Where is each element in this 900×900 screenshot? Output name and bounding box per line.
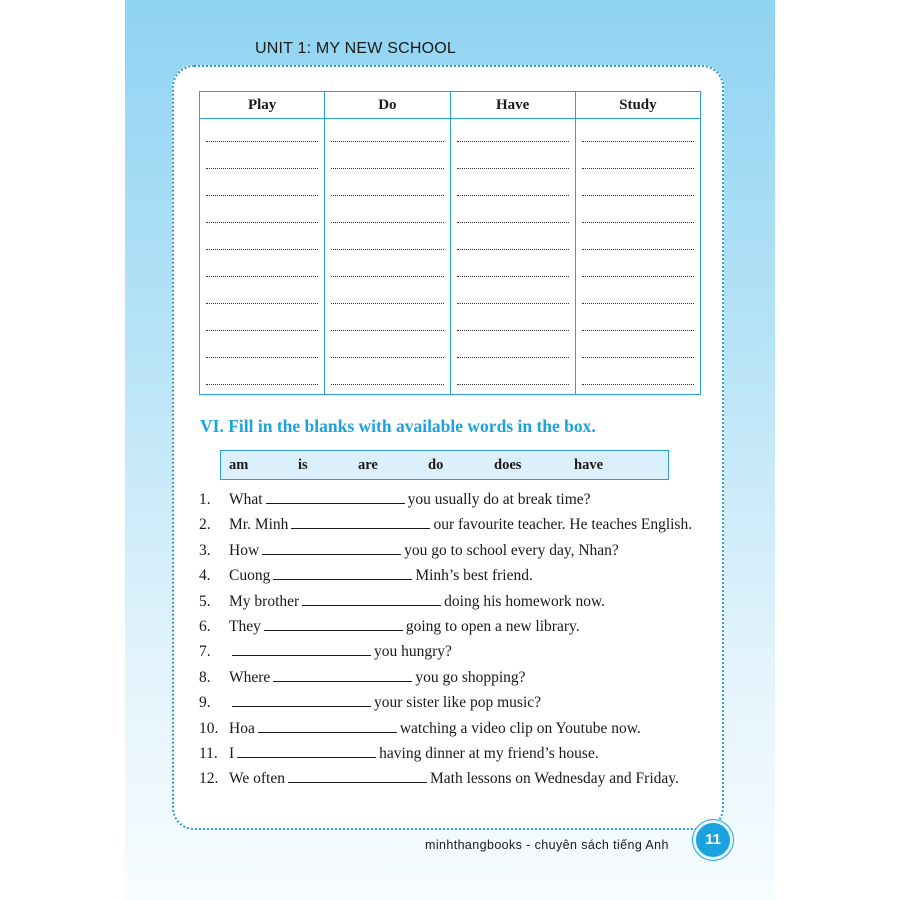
dotted-line (206, 223, 318, 250)
word-item: have (574, 457, 603, 473)
question-text-after: Minh’s best friend. (415, 567, 533, 585)
column-header-study: Study (575, 92, 700, 119)
dotted-line (206, 119, 318, 142)
answer-blank[interactable] (237, 746, 376, 758)
dotted-line (457, 358, 569, 385)
question-text-after: doing his homework now. (444, 592, 606, 610)
dotted-line (582, 169, 694, 196)
question-text-before: Mr. Minh (229, 516, 289, 534)
question-text-before: They (229, 618, 261, 635)
column-blanks-study[interactable] (575, 119, 700, 395)
question-row (199, 770, 679, 788)
page-number-badge: 11 (693, 820, 733, 860)
question-text-before: How (229, 541, 260, 559)
dotted-line (331, 331, 443, 358)
dotted-line (457, 119, 569, 142)
dotted-line (206, 277, 318, 304)
dotted-line (457, 196, 569, 223)
question-number: 3. (199, 541, 211, 559)
dotted-line (582, 223, 694, 250)
question-text-before: Hoa (229, 719, 255, 737)
dotted-line (582, 331, 694, 358)
question-text-after: watching a video clip on Youtube now. (399, 719, 641, 737)
dotted-line (331, 119, 443, 142)
question-row (199, 745, 599, 763)
dotted-line (206, 331, 318, 358)
column-blanks-have[interactable] (450, 119, 575, 395)
dotted-line (582, 196, 694, 223)
question-number: 12. (199, 770, 219, 788)
dotted-line (331, 169, 443, 196)
answer-blank[interactable] (262, 543, 401, 555)
dotted-line (331, 223, 443, 250)
dotted-line (206, 250, 318, 277)
dotted-line (582, 358, 694, 385)
dotted-line (331, 304, 443, 331)
question-row (199, 694, 541, 712)
dotted-line (582, 304, 694, 331)
answer-blank[interactable] (288, 771, 427, 783)
answer-blank[interactable] (264, 619, 403, 631)
column-blanks-do[interactable] (325, 119, 450, 395)
answer-blank[interactable] (273, 568, 412, 580)
word-item: does (494, 457, 522, 473)
verb-table (199, 91, 701, 395)
dotted-line (457, 304, 569, 331)
dotted-line (582, 142, 694, 169)
question-text-before: Cuong (229, 567, 271, 585)
question-text-before: We often (229, 770, 285, 788)
dotted-line (331, 250, 443, 277)
question-text-before: My brother (229, 592, 300, 610)
question-text-after: Math lessons on Wednesday and Friday. (430, 770, 679, 788)
question-row (199, 720, 641, 738)
question-row (199, 593, 605, 611)
question-row (199, 618, 580, 636)
dotted-line (582, 250, 694, 277)
question-text-after: you go to school every day, Nhan? (404, 541, 619, 559)
question-text-before: Where (229, 668, 271, 686)
question-number: 8. (199, 668, 211, 686)
dotted-line (457, 331, 569, 358)
dotted-line (457, 142, 569, 169)
question-row (199, 567, 533, 585)
column-header-have: Have (450, 92, 575, 119)
section-title: VI. Fill in the blanks with available words in the box. (200, 416, 596, 436)
answer-blank[interactable] (266, 492, 405, 504)
question-number: 6. (199, 618, 211, 635)
question-row (199, 669, 526, 687)
question-text-after: you usually do at break time? (407, 491, 591, 508)
answer-blank[interactable] (232, 695, 371, 707)
question-row (199, 516, 692, 534)
dotted-line (206, 358, 318, 385)
question-row (199, 643, 452, 661)
dotted-line (457, 223, 569, 250)
dotted-line (331, 358, 443, 385)
dotted-line (457, 250, 569, 277)
question-text-after: having dinner at my friend’s house. (379, 745, 599, 762)
answer-blank[interactable] (291, 517, 430, 529)
dotted-line (206, 196, 318, 223)
question-text-after: our favourite teacher. He teaches English. (433, 516, 693, 534)
column-header-play: Play (200, 92, 325, 119)
question-number: 9. (199, 694, 211, 712)
unit-title: UNIT 1: MY NEW SCHOOL (255, 40, 456, 57)
dotted-line (331, 196, 443, 223)
dotted-line (206, 142, 318, 169)
dotted-line (457, 169, 569, 196)
question-row (199, 491, 591, 509)
question-number: 7. (199, 643, 211, 661)
dotted-line (206, 304, 318, 331)
publisher-footer: minhthangbooks - chuyên sách tiếng Anh (425, 838, 669, 852)
dotted-line (331, 142, 443, 169)
question-number: 10. (199, 719, 219, 737)
question-text-before: I (229, 745, 235, 762)
question-number: 11. (199, 745, 218, 762)
question-text-after: your sister like pop music? (374, 694, 542, 712)
question-number: 2. (199, 516, 211, 534)
question-number: 1. (199, 491, 211, 508)
question-row (199, 542, 619, 560)
dotted-line (331, 277, 443, 304)
dotted-line (457, 277, 569, 304)
question-text-after: going to open a new library. (405, 618, 580, 635)
answer-blank[interactable] (302, 594, 441, 606)
answer-blank[interactable] (258, 721, 397, 733)
question-text-after: you hungry? (374, 643, 452, 661)
answer-blank[interactable] (232, 644, 371, 656)
question-text-before: What (229, 491, 263, 508)
question-number: 5. (199, 592, 211, 610)
column-blanks-play[interactable] (200, 119, 325, 395)
answer-blank[interactable] (273, 670, 412, 682)
word-item: is (298, 457, 308, 473)
dotted-line (206, 169, 318, 196)
word-item: are (358, 457, 378, 473)
dotted-line (582, 119, 694, 142)
question-text-after: you go shopping? (415, 668, 526, 686)
column-header-do: Do (325, 92, 450, 119)
word-item: am (229, 457, 249, 473)
word-box (220, 450, 669, 480)
question-number: 4. (199, 567, 211, 585)
word-item: do (428, 457, 444, 473)
dotted-line (582, 277, 694, 304)
